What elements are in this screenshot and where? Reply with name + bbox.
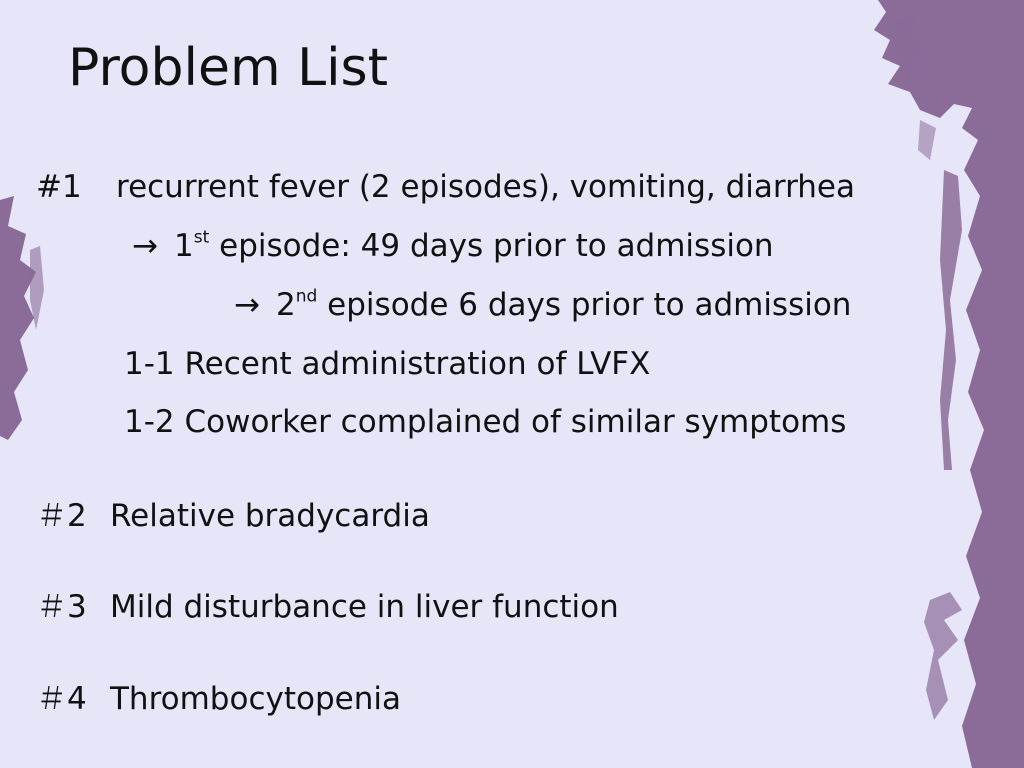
- problem-2: [36, 498, 430, 534]
- episode-1: [132, 227, 774, 264]
- problem-text: Thrombocytopenia: [110, 681, 401, 717]
- problem-3: [36, 589, 619, 625]
- problem-number: ＃2: [36, 498, 87, 534]
- episode-text: episode 6 days prior to admission: [317, 287, 852, 323]
- left-brush-accent: [0, 196, 36, 440]
- problem-4: [36, 681, 401, 717]
- arrow-icon: →: [132, 228, 158, 264]
- problem-text: Relative bradycardia: [110, 498, 430, 534]
- problem-1: [36, 169, 856, 205]
- subitem-1-2: 1-2 Coworker complained of similar symptoms: [124, 404, 847, 440]
- episode-2: [234, 286, 852, 323]
- slide-title: Problem List: [68, 38, 389, 98]
- episode-text: episode: 49 days prior to admission: [209, 228, 774, 264]
- problem-text: Mild disturbance in liver function: [110, 589, 619, 625]
- problem-number: #1: [36, 169, 82, 205]
- episode-ordinal: 2: [275, 287, 296, 323]
- ordinal-suffix: nd: [295, 286, 318, 307]
- problem-number: ＃4: [36, 681, 87, 717]
- problem-text: recurrent fever (2 episodes), vomiting, diarrhea: [116, 169, 856, 205]
- subitem-1-1: 1-1 Recent administration of LVFX: [124, 346, 651, 382]
- ordinal-suffix: st: [193, 227, 210, 248]
- problem-number: ＃3: [36, 589, 87, 625]
- episode-ordinal: 1: [173, 228, 194, 264]
- arrow-icon: →: [234, 287, 260, 323]
